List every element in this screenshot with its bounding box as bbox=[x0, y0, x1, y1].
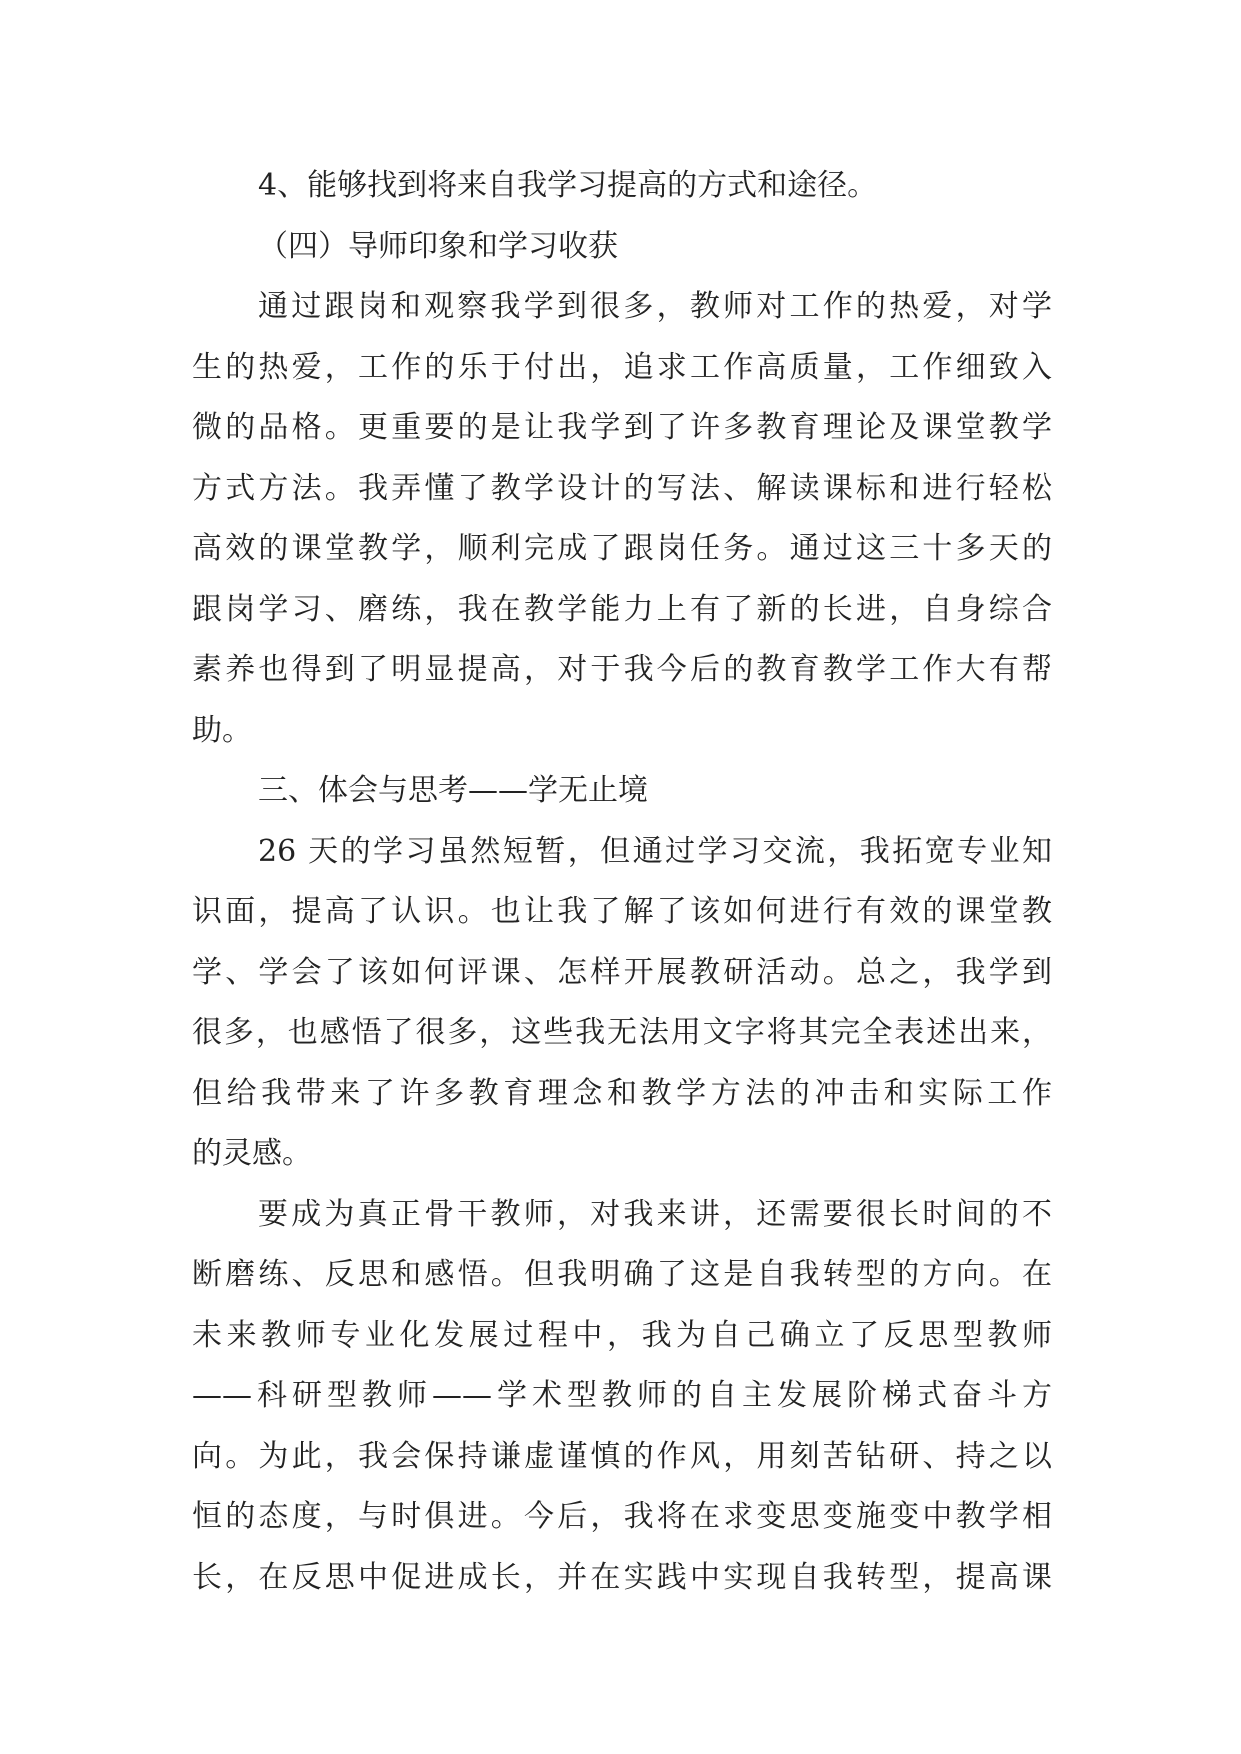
text-line: 很多，也感悟了很多，这些我无法用文字将其完全表述出来， bbox=[192, 1015, 1052, 1050]
text-line: 要成为真正骨干教师，对我来讲，还需要很长时间的不 bbox=[258, 1196, 1052, 1232]
text-line: 的灵感。 bbox=[192, 1136, 312, 1171]
paragraph-item-4 bbox=[192, 156, 1052, 217]
text-line: 向。为此，我会保持谦虚谨慎的作风，用刻苦钻研、持之以 bbox=[192, 1438, 1052, 1474]
document-body bbox=[192, 156, 1052, 1608]
section-heading-3 bbox=[192, 761, 1052, 822]
text-line: 微的品格。更重要的是让我学到了许多教育理论及课堂教学 bbox=[192, 410, 1052, 445]
text-line: 恒的态度，与时俱进。今后，我将在求变思变施变中教学相 bbox=[192, 1499, 1052, 1534]
text-line: 学、学会了该如何评课、怎样开展教研活动。总之，我学到 bbox=[192, 954, 1052, 990]
text-line: 高效的课堂教学，顺利完成了跟岗任务。通过这三十多天的 bbox=[192, 531, 1052, 566]
text-line: 通过跟岗和观察我学到很多，教师对工作的热爱，对学 bbox=[258, 289, 1052, 324]
text-line: 长，在反思中促进成长，并在实践中实现自我转型，提高课 bbox=[192, 1559, 1052, 1595]
text-line: 识面，提高了认识。也让我了解了该如何进行有效的课堂教 bbox=[192, 894, 1052, 929]
paragraph-26-days bbox=[192, 822, 1052, 1185]
text-line: 生的热爱，工作的乐于付出，追求工作高质量，工作细致入 bbox=[192, 349, 1052, 385]
text-line: 三、体会与思考——学无止境 bbox=[258, 773, 648, 808]
text-line: 断磨练、反思和感悟。但我明确了这是自我转型的方向。在 bbox=[192, 1257, 1052, 1292]
text-line: 方式方法。我弄懂了教学设计的写法、解读课标和进行轻松 bbox=[192, 470, 1052, 506]
text-line: 跟岗学习、磨练，我在教学能力上有了新的长进，自身综合 bbox=[192, 591, 1052, 627]
text-line: 助。 bbox=[192, 712, 252, 748]
text-line: ——科研型教师——学术型教师的自主发展阶梯式奋斗方 bbox=[192, 1378, 1052, 1413]
text-line: （四）导师印象和学习收获 bbox=[258, 228, 618, 264]
section-heading-4 bbox=[192, 217, 1052, 278]
text-line: 未来教师专业化发展过程中，我为自己确立了反思型教师 bbox=[192, 1317, 1052, 1353]
text-line: 4、能够找到将来自我学习提高的方式和途径。 bbox=[258, 168, 878, 203]
paragraph-mentor-impression bbox=[192, 277, 1052, 761]
text-line: 26 天的学习虽然短暂，但通过学习交流，我拓宽专业知 bbox=[258, 833, 1052, 869]
text-line: 但给我带来了许多教育理念和教学方法的冲击和实际工作 bbox=[192, 1075, 1052, 1111]
paragraph-backbone-teacher bbox=[192, 1185, 1052, 1609]
text-line: 素养也得到了明显提高，对于我今后的教育教学工作大有帮 bbox=[192, 652, 1052, 687]
